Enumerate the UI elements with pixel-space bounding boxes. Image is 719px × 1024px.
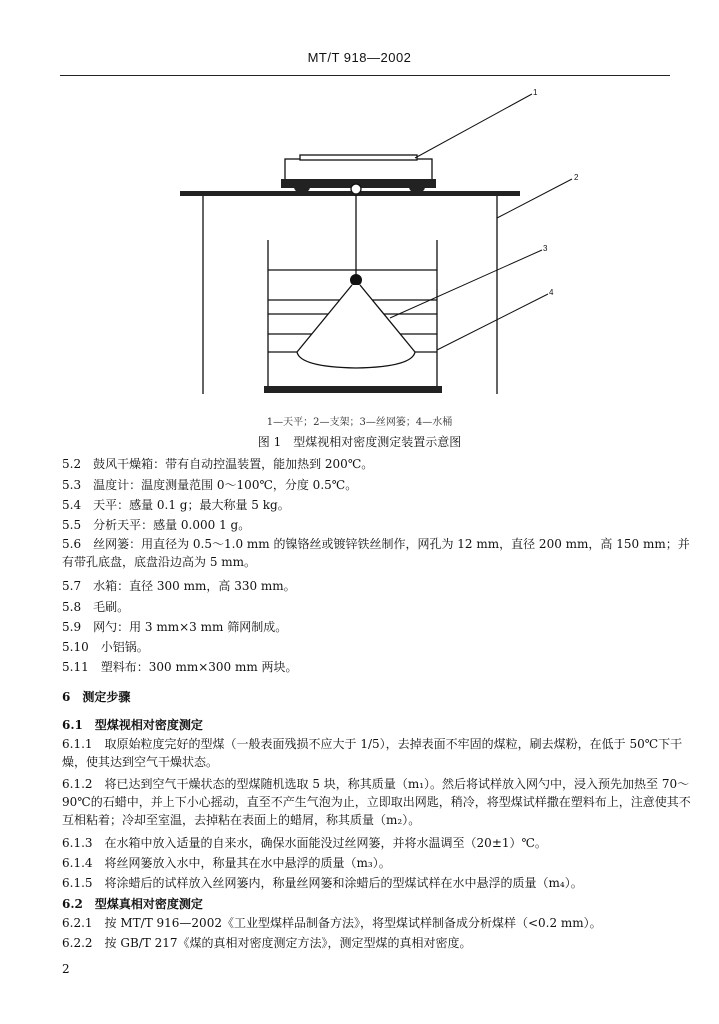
balance-body (285, 159, 432, 180)
balance-foot-right (409, 181, 425, 193)
item-number: 5.11 (62, 660, 89, 674)
hanging-hook (351, 184, 361, 194)
item-text: 鼓风干燥箱：带有自动控温装置，能加热到 200℃。 (93, 457, 374, 471)
item-5-6 (62, 535, 692, 571)
section-title: 测定步骤 (82, 690, 131, 704)
step-text: 将丝网篓放入水中，称量其在水中悬浮的质量（m₃）。 (104, 856, 391, 870)
callout-leader-1 (415, 94, 532, 158)
section-6-heading (62, 688, 692, 706)
header-rule (60, 75, 670, 76)
subsection-title: 型煤视相对密度测定 (94, 718, 203, 732)
item-text: 天平：感量 0.1 g；最大称量 5 kg。 (93, 498, 290, 512)
item-number: 5.3 (62, 478, 82, 492)
item-number: 5.6 (62, 537, 82, 551)
step-6-1-1 (62, 735, 692, 771)
item-text: 水箱：直径 300 mm，高 330 mm。 (93, 579, 296, 593)
step-number: 6.1.5 (62, 876, 93, 890)
step-text: 取原始粒度完好的型煤（一般表面残损不应大于 1/5），去掉表面不牢固的煤粒，刷去煤粉，在低于 50℃下干燥，使其达到空气干燥状态。 (62, 737, 683, 769)
step-6-2-1 (62, 914, 692, 932)
callout-leader-3 (390, 250, 542, 318)
step-6-2-2 (62, 934, 692, 952)
item-5-8 (62, 598, 692, 616)
step-text: 将已达到空气干燥状态的型煤随机选取 5 块，称其质量（m₁）。然后将试样放入网勺中，浸入预先加热至 70～90℃的石蜡中，并上下小心摇动，直至不产生气泡为止，立即取出网匙，稍冷，将型煤试样撒在塑料布上，注意使其不互相粘着；冷却至室温，去掉粘在表面上的蜡屑，称其质量（m₂）。 (62, 777, 691, 827)
running-header: MT/T 918—2002 (307, 50, 412, 65)
figure-title: 图 1 型煤视相对密度测定装置示意图 (257, 435, 462, 449)
figure-legend: 1—天平；2—支架；3—丝网篓；4—水桶 (266, 417, 453, 428)
step-text: 按 MT/T 916—2002《工业型煤样品制备方法》，将型煤试样制备成分析煤样（<0.2 mm）。 (104, 916, 602, 930)
item-5-3 (62, 476, 692, 494)
item-text: 塑料布：300 mm×300 mm 两块。 (100, 660, 298, 674)
callout-label-2: 2 (574, 173, 579, 182)
callout-label-3: 3 (543, 244, 548, 253)
item-5-10 (62, 638, 692, 656)
item-text: 分析天平：感量 0.000 1 g。 (93, 518, 251, 532)
step-number: 6.1.2 (62, 777, 93, 791)
subsection-title: 型煤真相对密度测定 (94, 897, 203, 911)
item-text: 温度计：温度测量范围 0～100℃，分度 0.5℃。 (93, 478, 358, 492)
step-number: 6.1.4 (62, 856, 93, 870)
item-number: 5.4 (62, 498, 82, 512)
balance-top (300, 155, 417, 160)
item-5-7 (62, 577, 692, 595)
step-number: 6.2.2 (62, 936, 93, 950)
bucket-base (264, 386, 442, 393)
section-number: 6 (62, 690, 71, 704)
callout-leader-4 (437, 294, 548, 350)
callout-label-4: 4 (549, 288, 554, 297)
step-number: 6.1.1 (62, 737, 93, 751)
page-number: 2 (62, 962, 70, 976)
item-number: 5.7 (62, 579, 82, 593)
item-number: 5.10 (62, 640, 89, 654)
callout-leader-2 (497, 179, 572, 218)
step-text: 将涂蜡后的试样放入丝网篓内，称量丝网篓和涂蜡后的型煤试样在水中悬浮的质量（m₄）。 (104, 876, 583, 890)
step-number: 6.1.3 (62, 836, 93, 850)
item-5-5 (62, 516, 692, 534)
subsection-6-1-heading (62, 716, 692, 734)
item-text: 网勺：用 3 mm×3 mm 筛网制成。 (93, 620, 288, 634)
step-6-1-3 (62, 834, 692, 852)
item-text: 丝网篓：用直径为 0.5～1.0 mm 的镍铬丝或镀锌铁丝制作，网孔为 12 mm，直径 200 mm，高 150 mm；并有带孔底盘，底盘沿边高为 5 mm。 (62, 537, 690, 569)
item-text: 小铝锅。 (100, 640, 149, 654)
subsection-number: 6.2 (62, 897, 83, 911)
apparatus-diagram (0, 82, 719, 412)
step-6-1-5 (62, 874, 692, 892)
wire-mesh-basket (297, 285, 415, 368)
subsection-6-2-heading (62, 895, 692, 913)
subsection-number: 6.1 (62, 718, 83, 732)
step-text: 在水箱中放入适量的自来水，确保水面能没过丝网篓，并将水温调至（20±1）℃。 (104, 836, 547, 850)
item-number: 5.9 (62, 620, 82, 634)
callout-label-1: 1 (533, 88, 538, 97)
item-5-11 (62, 658, 692, 676)
step-number: 6.2.1 (62, 916, 93, 930)
step-text: 按 GB/T 217《煤的真相对密度测定方法》，测定型煤的真相对密度。 (104, 936, 472, 950)
step-6-1-2 (62, 775, 692, 829)
item-number: 5.2 (62, 457, 82, 471)
item-text: 毛刷。 (93, 600, 130, 614)
item-number: 5.8 (62, 600, 82, 614)
item-5-4 (62, 496, 692, 514)
item-5-2 (62, 455, 692, 473)
step-6-1-4 (62, 854, 692, 872)
item-number: 5.5 (62, 518, 82, 532)
balance-foot-left (294, 181, 310, 193)
basket-knob (350, 274, 362, 286)
support-top-plate (180, 191, 520, 196)
item-5-9 (62, 618, 692, 636)
